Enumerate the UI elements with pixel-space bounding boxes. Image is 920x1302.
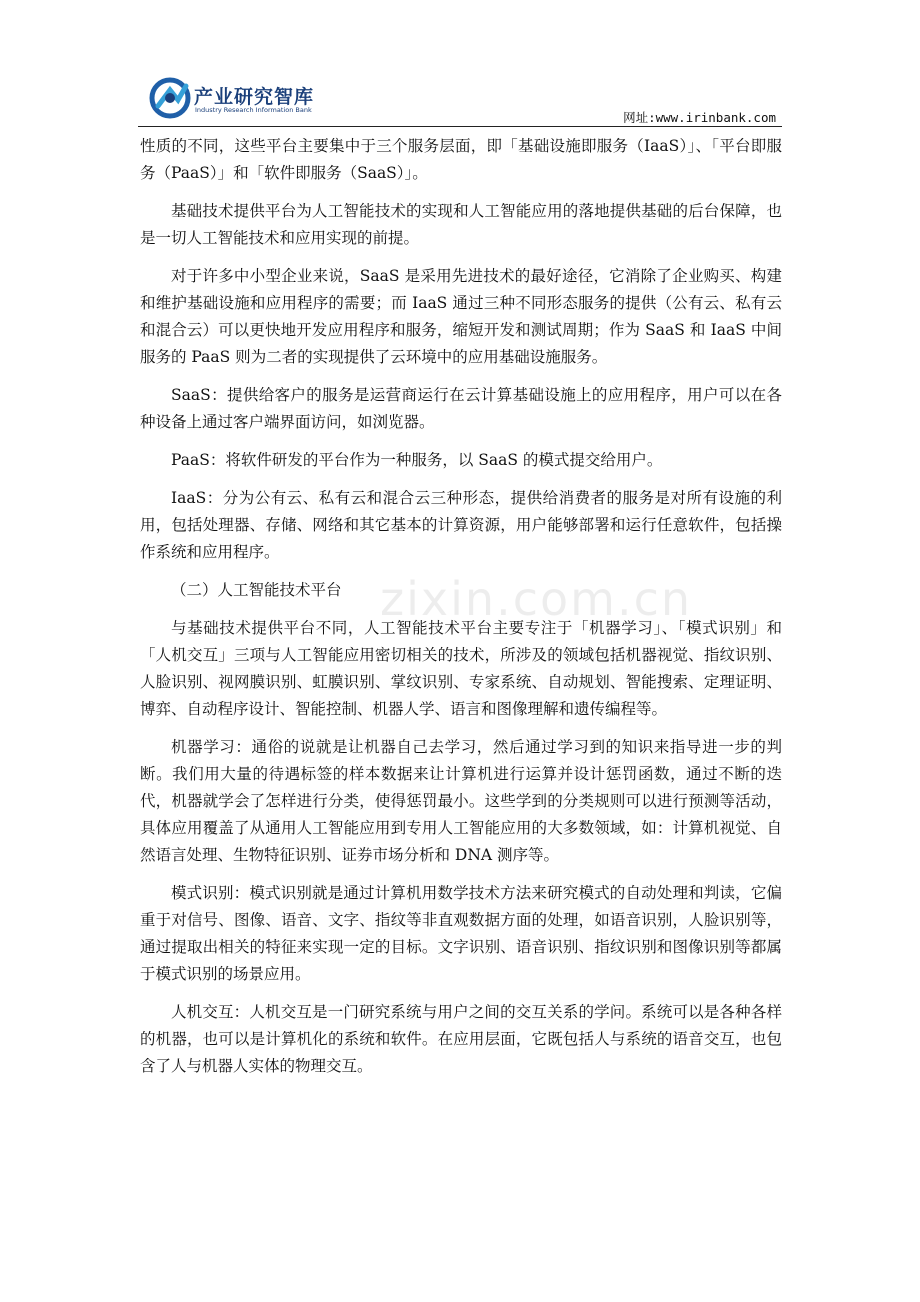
paragraph: 与基础技术提供平台不同，人工智能技术平台主要专注于「机器学习」、「模式识别」和「人机交互」三项与人工智能应用密切相关的技术，所涉及的领域包括机器视觉、指纹识别、人脸识别、视网膜识别、虹膜识别、掌纹识别、专家系统、自动规划、智能搜索、定理证明、博弈、自动程序设计、智能控制、机器人学、语言和图像理解和遗传编程等。	[140, 619, 782, 718]
paragraph: 人机交互：人机交互是一门研究系统与用户之间的交互关系的学问。系统可以是各种各样的机器，也可以是计算机化的系统和软件。在应用层面，它既包括人与系统的语音交互，也包含了人与机器人实体的物理交互。	[140, 1003, 782, 1075]
section-heading: （二）人工智能技术平台	[171, 581, 342, 599]
paragraph: 基础技术提供平台为人工智能技术的实现和人工智能应用的落地提供基础的后台保障，也是一切人工智能技术和应用实现的前提。	[140, 202, 782, 247]
paragraph: IaaS：分为公有云、私有云和混合云三种形态，提供给消费者的服务是对所有设施的利用，包括处理器、存储、网络和其它基本的计算资源，用户能够部署和运行任意软件，包括操作系统和应用程序。	[140, 489, 782, 561]
header-divider	[138, 126, 782, 127]
paragraph: SaaS：提供给客户的服务是运营商运行在云计算基础设施上的应用程序，用户可以在各种设备上通过客户端界面访问，如浏览器。	[140, 386, 782, 431]
logo-subtitle: Industry Research Information Bank	[195, 106, 312, 114]
paragraph: 对于许多中小型企业来说，SaaS 是采用先进技术的最好途径，它消除了企业购买、构建和维护基础设施和应用程序的需要；而 IaaS 通过三种不同形态服务的提供（公有云、私有云和混合云）可以更快地开发应用程序和服务，缩短开发和测试周期；作为 SaaS 和 IaaS 中间服务的 PaaS 则为二者的实现提供了云环境中的应用基础设施服务。	[140, 267, 782, 366]
logo	[148, 76, 328, 120]
paragraph: 模式识别：模式识别就是通过计算机用数学技术方法来研究模式的自动处理和判读，它偏重于对信号、图像、语音、文字、指纹等非直观数据方面的处理，如语音识别，人脸识别等，通过提取出相关的特征来实现一定的目标。文字识别、语音识别、指纹识别和图像识别等都属于模式识别的场景应用。	[140, 884, 782, 983]
paragraph: PaaS：将软件研发的平台作为一种服务，以 SaaS 的模式提交给用户。	[171, 451, 663, 469]
paragraph: 性质的不同，这些平台主要集中于三个服务层面，即「基础设施即服务（IaaS）」、「平台即服务（PaaS）」和「软件即服务（SaaS）」。	[140, 137, 782, 182]
paragraph: 机器学习：通俗的说就是让机器自己去学习，然后通过学习到的知识来指导进一步的判断。我们用大量的待遇标签的样本数据来让计算机进行运算并设计惩罚函数，通过不断的迭代，机器就学会了怎样进行分类，使得惩罚最小。这些学到的分类规则可以进行预测等活动，具体应用覆盖了从通用人工智能应用到专用人工智能应用的大多数领域，如：计算机视觉、自然语言处理、生物特征识别、证券市场分析和 DNA 测序等。	[140, 738, 782, 864]
website-url: 网址:www.irinbank.com	[623, 110, 776, 125]
watermark: zixin.com.cn	[380, 572, 693, 626]
logo-title: 产业研究智库	[194, 86, 315, 108]
document-body	[140, 133, 782, 1080]
logo-mark-icon	[148, 76, 192, 120]
page-header	[138, 72, 782, 128]
